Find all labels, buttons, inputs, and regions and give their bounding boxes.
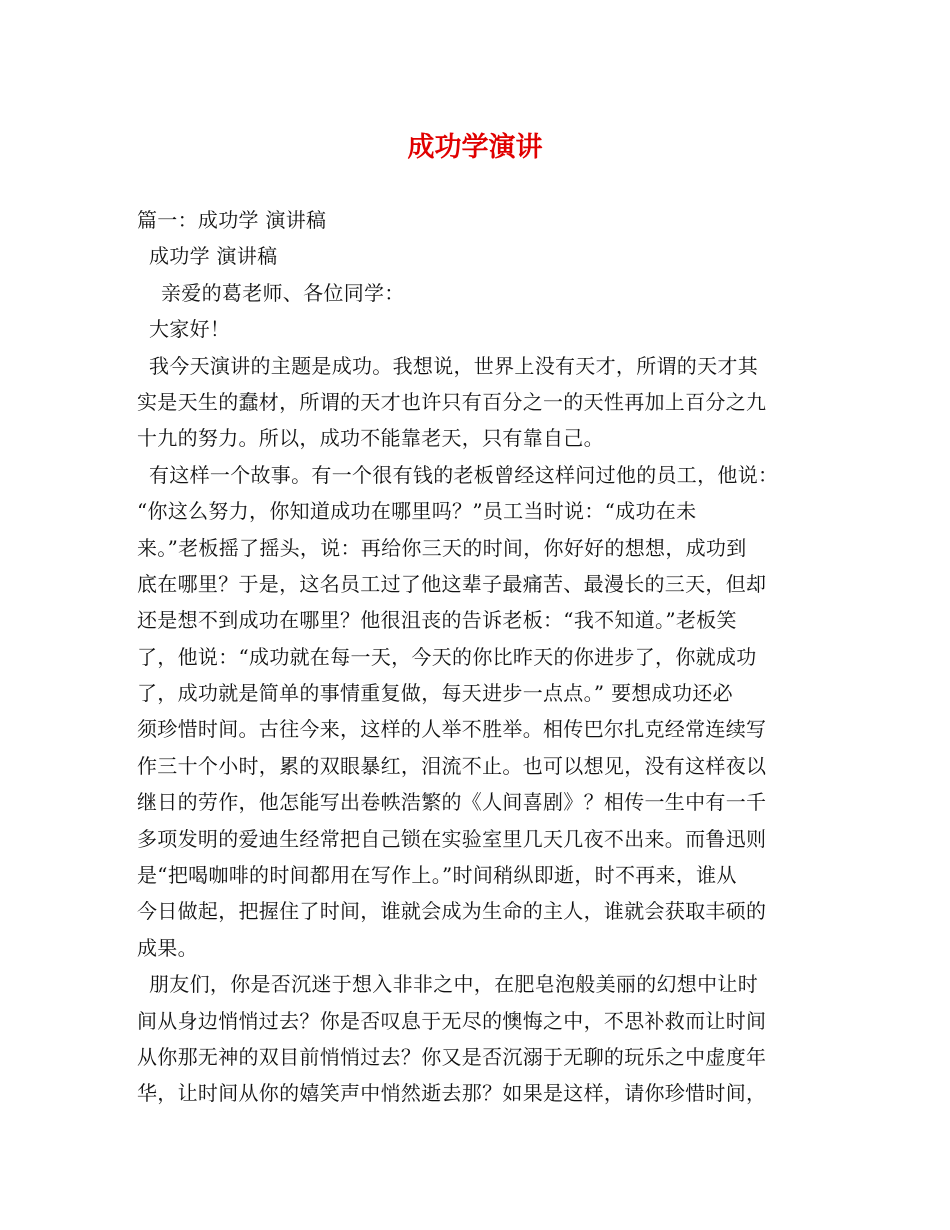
text-line: 成果。 [137, 935, 198, 960]
text-line: 有这样一个故事。有一个很有钱的老板曾经这样问过他的员工，他说： [149, 462, 779, 487]
text-line: 须珍惜时间。古往今来，这样的人举不胜举。相传巴尔扎克经常连续写 [137, 717, 767, 742]
text-line: 是“把喝咖啡的时间都用在写作上。”时间稍纵即逝，时不再来，谁从 [137, 863, 737, 888]
text-line: “你这么努力，你知道成功在哪里吗？”员工当时说：“成功在未 [137, 499, 697, 524]
text-line: 朋友们，你是否沉迷于想入非非之中，在肥皂泡般美丽的幻想中让时 [149, 972, 758, 997]
text-line: 还是想不到成功在哪里？他很沮丧的告诉老板：“我不知道。”老板笑 [137, 608, 737, 633]
text-line: 今日做起，把握住了时间，谁就会成为生命的主人，谁就会获取丰硕的 [137, 899, 767, 924]
text-line: 十九的努力。所以，成功不能靠老天，只有靠自己。 [137, 426, 604, 451]
text-line: 多项发明的爱迪生经常把自己锁在实验室里几天几夜不出来。而鲁迅则 [137, 826, 767, 851]
text-line: 了，他说：“成功就在每一天，今天的你比昨天的你进步了，你就成功 [137, 644, 757, 669]
text-line: 从你那无神的双目前悄悄过去？你又是否沉溺于无聊的玩乐之中虚度年 [137, 1044, 767, 1069]
document-body [137, 202, 827, 1112]
text-line: 间从身边悄悄过去？你是否叹息于无尽的懊悔之中，不思补救而让时间 [137, 1008, 767, 1033]
text-line: 亲爱的葛老师、各位同学： [161, 280, 405, 305]
text-line: 继日的劳作，他怎能写出卷帙浩繁的《人间喜剧》？相传一生中有一千 [137, 790, 767, 815]
text-line: 篇一：成功学 演讲稿 [137, 208, 327, 232]
text-line: 实是天生的蠢材，所谓的天才也许只有百分之一的天性再加上百分之九 [137, 389, 767, 414]
text-line: 大家好！ [149, 317, 231, 342]
text-line: 作三十个小时，累的双眼暴红，泪流不止。也可以想见，没有这样夜以 [137, 753, 767, 778]
text-line: 了，成功就是简单的事情重复做，每天进步一点点。” 要想成功还必 [137, 681, 733, 706]
text-line: 底在哪里？于是，这名员工过了他这辈子最痛苦、最漫长的三天，但却 [137, 571, 767, 596]
text-line: 成功学 演讲稿 [149, 244, 278, 269]
text-line: 来。”老板摇了摇头，说：再给你三天的时间，你好好的想想，成功到 [137, 535, 747, 560]
text-line: 我今天演讲的主题是成功。我想说，世界上没有天才，所谓的天才其 [149, 353, 758, 378]
document-title: 成功学演讲 [407, 132, 543, 163]
text-line: 华，让时间从你的嬉笑声中悄然逝去那？如果是这样，请你珍惜时间， [137, 1081, 767, 1106]
